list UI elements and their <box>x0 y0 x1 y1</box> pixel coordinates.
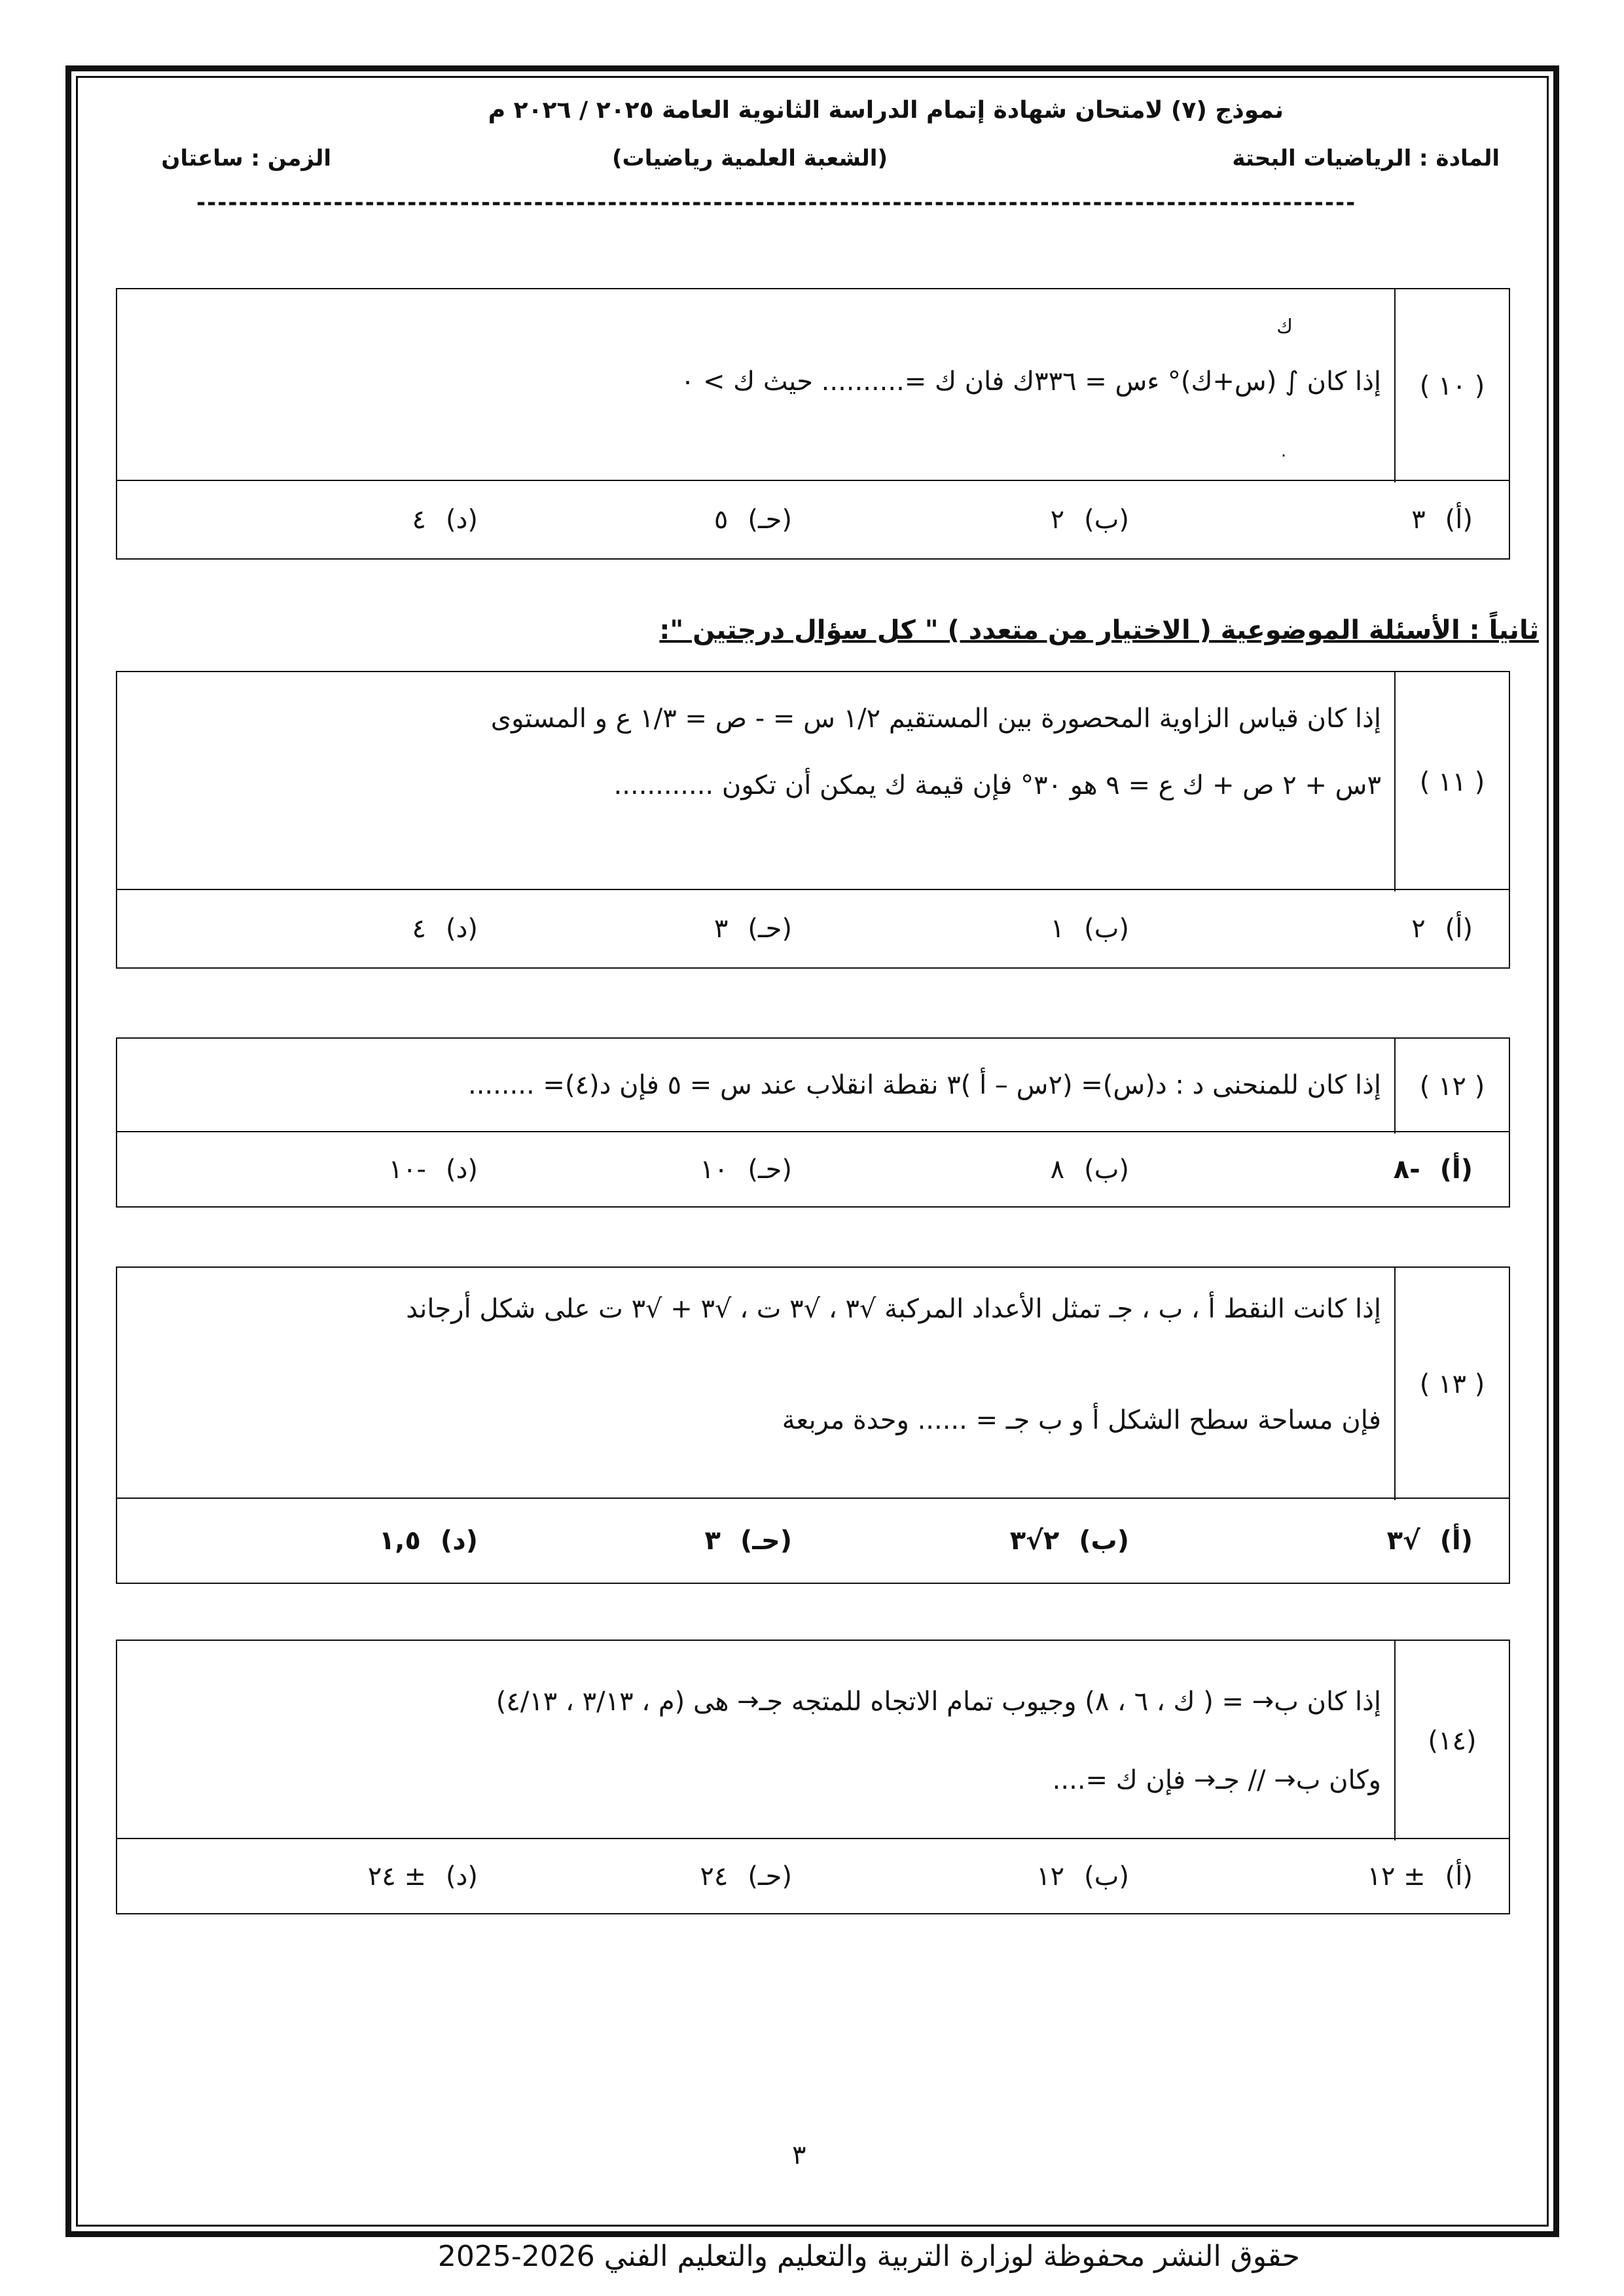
question-body <box>117 1039 1394 1134</box>
question-text-line-2: وكان ب→ // جـ→ فإن ك =.... <box>1052 1765 1381 1795</box>
option-a[interactable]: (أ) ٣ <box>1411 505 1473 535</box>
option-b[interactable]: (ب) ٢ <box>1050 505 1129 535</box>
branch-label: (الشعبة العلمية رياضيات) <box>611 145 888 171</box>
question-10 <box>116 288 1510 560</box>
option-a[interactable]: (أ) ٢ <box>1411 914 1473 944</box>
question-14 <box>116 1640 1510 1914</box>
option-b[interactable]: (ب) ٨ <box>1050 1154 1129 1185</box>
options-row <box>117 1838 1509 1913</box>
options-row <box>117 480 1509 558</box>
integral-upper-limit: ك <box>1276 315 1293 338</box>
integral-lower-limit: ٠ <box>1279 445 1288 465</box>
option-c[interactable]: (حـ) ٥ <box>713 505 792 535</box>
question-number: ( ١٣ ) <box>1394 1268 1509 1500</box>
question-13 <box>116 1266 1510 1584</box>
question-11 <box>116 671 1510 969</box>
option-d[interactable]: (د) ١,٥ <box>378 1526 478 1556</box>
question-number: ( ١٠ ) <box>1394 289 1509 482</box>
copyright-footer: حقوق النشر محفوظة لوزارة التربية والتعليم والتعليم الفني 2026-2025 <box>437 2240 1300 2273</box>
question-text-line-1: إذا كان ب→ = ( ك ، ٦ ، ٨) وجيوب تمام الاتجاه للمتجه جـ→ هى (م ، ٣/١٣ ، ٤/١٣) <box>496 1687 1381 1717</box>
option-c[interactable]: (حـ) ٣ <box>704 1526 792 1556</box>
question-12 <box>116 1037 1510 1208</box>
subject-label: المادة : الرياضيات البحتة <box>1232 145 1500 171</box>
option-a[interactable]: (أ) √٣ <box>1386 1526 1473 1556</box>
header-divider: -------------------------------------------------------------------------------------------------------------- <box>196 190 1357 216</box>
question-number: ( ١١ ) <box>1394 672 1509 891</box>
option-a[interactable]: (أ) -٨ <box>1393 1154 1473 1185</box>
question-text-line-1: إذا كان قياس الزاوية المحصورة بين المستقيم ١/٢ س = - ص = ١/٣ ع و المستوى <box>490 704 1381 734</box>
question-number: ( ١٢ ) <box>1394 1039 1509 1134</box>
option-d[interactable]: (د) ٤ <box>412 505 478 535</box>
options-row <box>117 889 1509 967</box>
question-text: إذا كان للمنحنى د : د(س)= (٢س – أ )٣ نقطة انقلاب عند س = ٥ فإن د(٤)= ........ <box>468 1070 1381 1100</box>
options-row <box>117 1498 1509 1583</box>
question-number: (١٤) <box>1394 1641 1509 1840</box>
question-body <box>117 289 1394 482</box>
option-b[interactable]: (ب) ٢√٣ <box>1009 1526 1129 1556</box>
option-a[interactable]: (أ) ± ١٢ <box>1367 1861 1473 1892</box>
time-label: الزمن : ساعتان <box>161 145 331 171</box>
option-c[interactable]: (حـ) ٢٤ <box>700 1861 792 1892</box>
option-c[interactable]: (حـ) ١٠ <box>700 1154 792 1185</box>
page-number: ٣ <box>792 2140 806 2170</box>
question-text-line-1: إذا كانت النقط أ ، ب ، جـ تمثل الأعداد المركبة √٣ ، √٣ ت ، √٣ + √٣ ت على شكل أرجاند <box>406 1294 1381 1324</box>
option-b[interactable]: (ب) ١ <box>1050 914 1129 944</box>
question-text-line-2: فإن مساحة سطح الشكل أ و ب جـ = ...... وحدة مربعة <box>782 1405 1381 1435</box>
section-heading: ثانياً : الأسئلة الموضوعية ( الاختيار من متعدد ) " كل سؤال درجتين ": <box>659 615 1539 645</box>
option-d[interactable]: (د) ± ٢٤ <box>367 1861 478 1892</box>
question-body <box>117 1268 1394 1500</box>
question-body <box>117 672 1394 891</box>
exam-title: نموذج (٧) لامتحان شهادة إتمام الدراسة الثانوية العامة ٢٠٢٥ / ٢٠٢٦ م <box>488 97 1284 124</box>
question-body <box>117 1641 1394 1840</box>
option-d[interactable]: (د) ٤ <box>412 914 478 944</box>
option-b[interactable]: (ب) ١٢ <box>1036 1861 1129 1892</box>
option-c[interactable]: (حـ) ٣ <box>713 914 792 944</box>
option-d[interactable]: (د) -١٠ <box>388 1154 478 1185</box>
question-text: إذا كان ∫ (س+ك)° ءس = ٣٣٦ك فان ك =.......... حيث ك > ٠ <box>680 367 1381 397</box>
options-row <box>117 1131 1509 1206</box>
question-text-line-2: ٣س + ٢ ص + ك ع = ٩ هو ٣٠° فإن قيمة ك يمكن أن تكون ............ <box>613 770 1381 800</box>
